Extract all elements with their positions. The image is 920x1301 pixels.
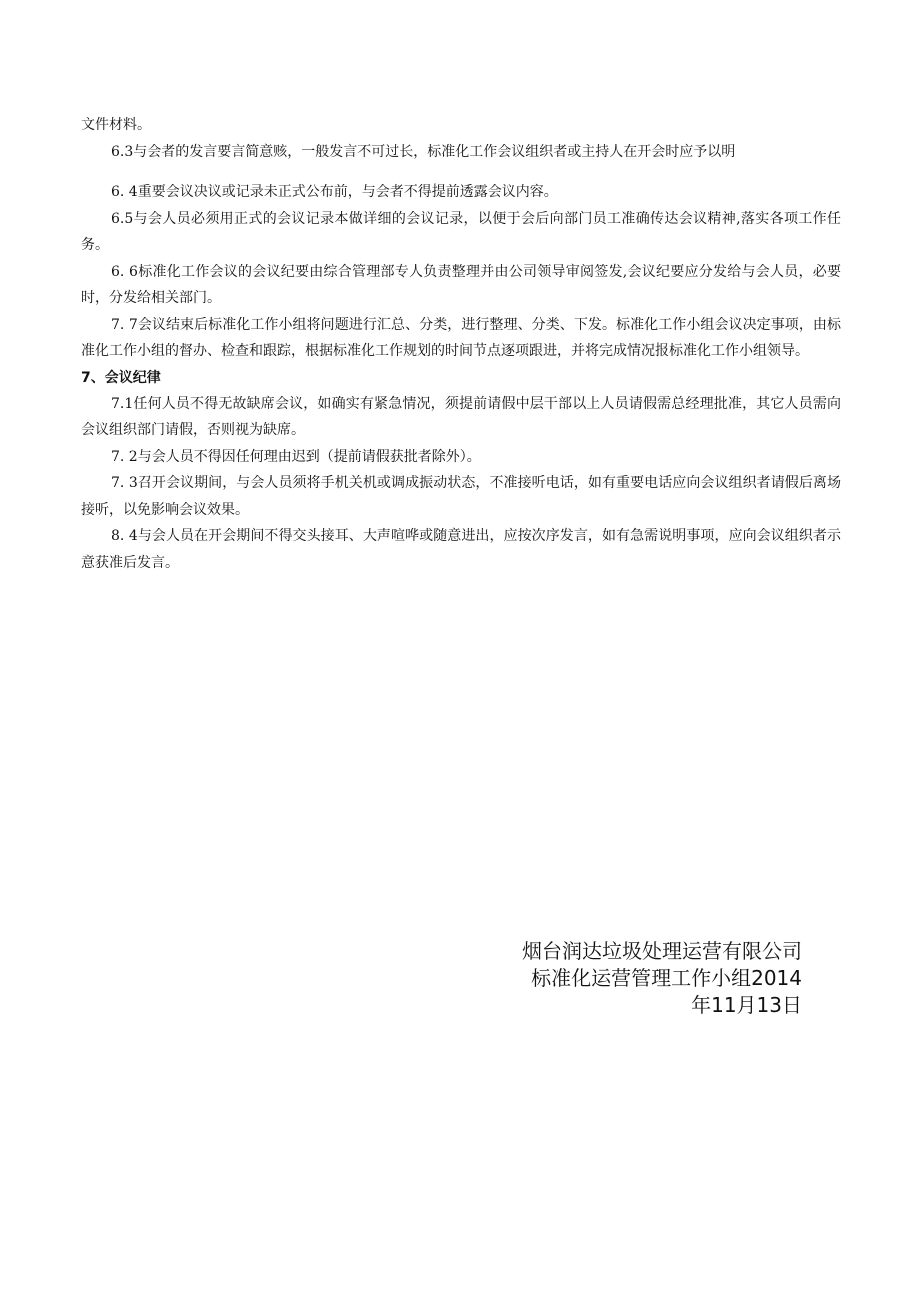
document-body [81,112,841,576]
paragraph-7-3: 7. 3召开会议期间，与会人员须将手机关机或调成振动状态，不准接听电话，如有重要电话应向会议组织者请假后离场接听，以免影响会议效果。 [81,475,841,518]
signature-company: 烟台润达垃圾处理运营有限公司 [522,939,802,963]
paragraph-6-6: 6. 6标准化工作会议的会议纪要由综合管理部专人负责整理并由公司领导审阅签发,会议纪要应分发给与会人员，必要时，分发给相关部门。 [81,263,841,306]
paragraph-6-3: 6.3与会者的发言要言简意赅，一般发言不可过长，标准化工作会议组织者或主持人在开会时应予以明 [111,143,736,160]
paragraph-7-2: 7. 2与会人员不得因任何理由迟到（提前请假获批者除外）。 [111,448,481,465]
signature-block [522,938,802,1019]
signature-group: 标准化运营管理工作小组2014 [531,966,802,990]
paragraph-7-7: 7. 7会议结束后标准化工作小组将问题进行汇总、分类，进行整理、分类、下发。标准化工作小组会议决定事项，由标准化工作小组的督办、检查和跟踪，根据标准化工作规划的时间节点逐项跟进，并将完成情况报标准化工作小组领导。 [81,316,841,359]
section-heading: 7、会议纪律 [81,369,161,386]
paragraph-continuation: 文件材料。 [81,117,151,133]
signature-date: 年11月13日 [691,993,802,1017]
paragraph-7-1: 7.1任何人员不得无故缺席会议，如确实有紧急情况，须提前请假中层干部以上人员请假需总经理批准，其它人员需向会议组织部门请假，否则视为缺席。 [81,395,841,438]
paragraph-6-4: 6. 4重要会议决议或记录未正式公布前，与会者不得提前透露会议内容。 [111,184,558,200]
paragraph-6-5: 6.5与会人员必须用正式的会议记录本做详细的会议记录，以便于会后向部门员工准确传达会议精神,落实各项工作任务。 [81,210,841,253]
paragraph-8-4: 8. 4与会人员在开会期间不得交头接耳、大声喧哗或随意进出，应按次序发言，如有急需说明事项，应向会议组织者示意获准后发言。 [81,528,841,571]
